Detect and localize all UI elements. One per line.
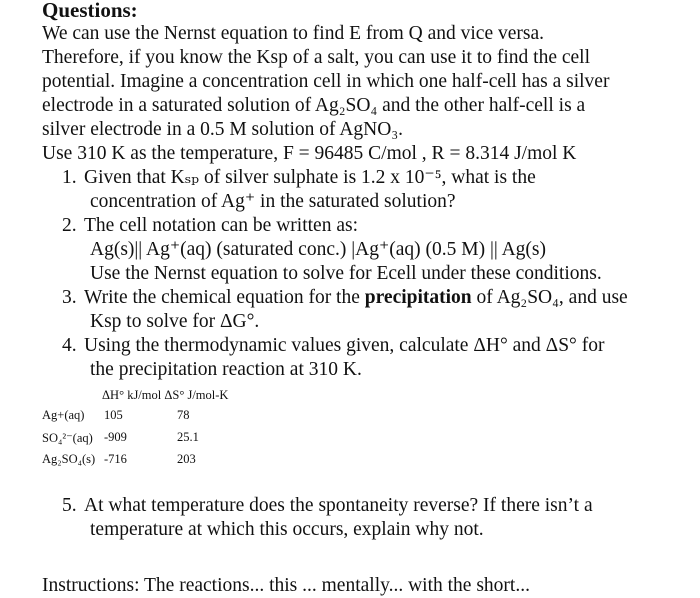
cutoff-text: Instructions: The reactions... this ... mentally... with the short... (42, 575, 530, 596)
table-cell-dh: 105 (104, 408, 123, 422)
table-row-species: Ag+(aq) (42, 408, 85, 422)
cell-notation: Ag(s)|| Ag⁺(aq) (saturated conc.) |Ag⁺(aq) (0.5 M) || Ag(s) (90, 239, 546, 260)
question-text: concentration of Ag⁺ in the saturated solution? (90, 191, 456, 212)
question-3 (62, 286, 692, 334)
question-text: the precipitation reaction at 310 K. (90, 359, 362, 380)
question-text (84, 286, 692, 310)
document-page (42, 0, 692, 596)
question-text-pre: Write the chemical equation for the (84, 287, 360, 308)
question-text: The cell notation can be written as: (84, 215, 358, 236)
question-text: Using the thermodynamic values given, calculate ΔH° and ΔS° for (84, 335, 605, 356)
emphasis-precipitation: precipitation (364, 287, 472, 308)
question-list (62, 166, 692, 382)
question-number: 2. (62, 215, 77, 236)
intro-line: Therefore, if you know the Ksp of a salt, you can use it to find the cell (42, 47, 591, 68)
intro-line: potential. Imagine a concentration cell in which one half-cell has a silver (42, 71, 610, 92)
question-5 (62, 494, 692, 542)
question-text: At what temperature does the spontaneity reverse? If there isn’t a (84, 495, 593, 516)
intro-line: silver electrode in a 0.5 M solution of AgNO₃. (42, 119, 403, 140)
question-number: 1. (62, 167, 77, 188)
question-text-post: of Ag₂SO₄, and use (476, 287, 628, 308)
question-text: Use the Nernst equation to solve for Ecell under these conditions. (90, 263, 602, 284)
table-cell-dh: -716 (104, 452, 127, 466)
question-number: 4. (62, 335, 77, 356)
page-title: Questions: (42, 0, 138, 22)
intro-paragraph (42, 22, 672, 166)
table-cell-ds: 203 (177, 452, 196, 466)
question-text: Given that Kₛₚ of silver sulphate is 1.2 x 10⁻⁵, what is the (84, 167, 536, 188)
intro-line: electrode in a saturated solution of Ag₂SO₄ and the other half-cell is a (42, 95, 586, 116)
question-text: Ksp to solve for ΔG°. (90, 311, 260, 332)
thermo-table (42, 388, 692, 472)
question-1 (62, 166, 692, 214)
conditions-line: Use 310 K as the temperature, F = 96485 C/mol , R = 8.314 J/mol K (42, 143, 577, 164)
table-cell-ds: 78 (177, 408, 190, 422)
question-text: temperature at which this occurs, explain why not. (90, 519, 484, 540)
table-cell-ds: 25.1 (177, 430, 199, 444)
question-4 (62, 334, 692, 382)
question-2 (62, 214, 692, 286)
question-number: 3. (62, 287, 77, 308)
table-row-species: Ag₂SO₄(s) (42, 452, 96, 466)
table-row-species: SO₄²⁻(aq) (42, 431, 93, 445)
table-header: ΔH° kJ/mol ΔS° J/mol-K (102, 388, 229, 402)
question-number: 5. (62, 495, 77, 516)
table-cell-dh: -909 (104, 430, 127, 444)
intro-line: We can use the Nernst equation to find E from Q and vice versa. (42, 23, 545, 44)
